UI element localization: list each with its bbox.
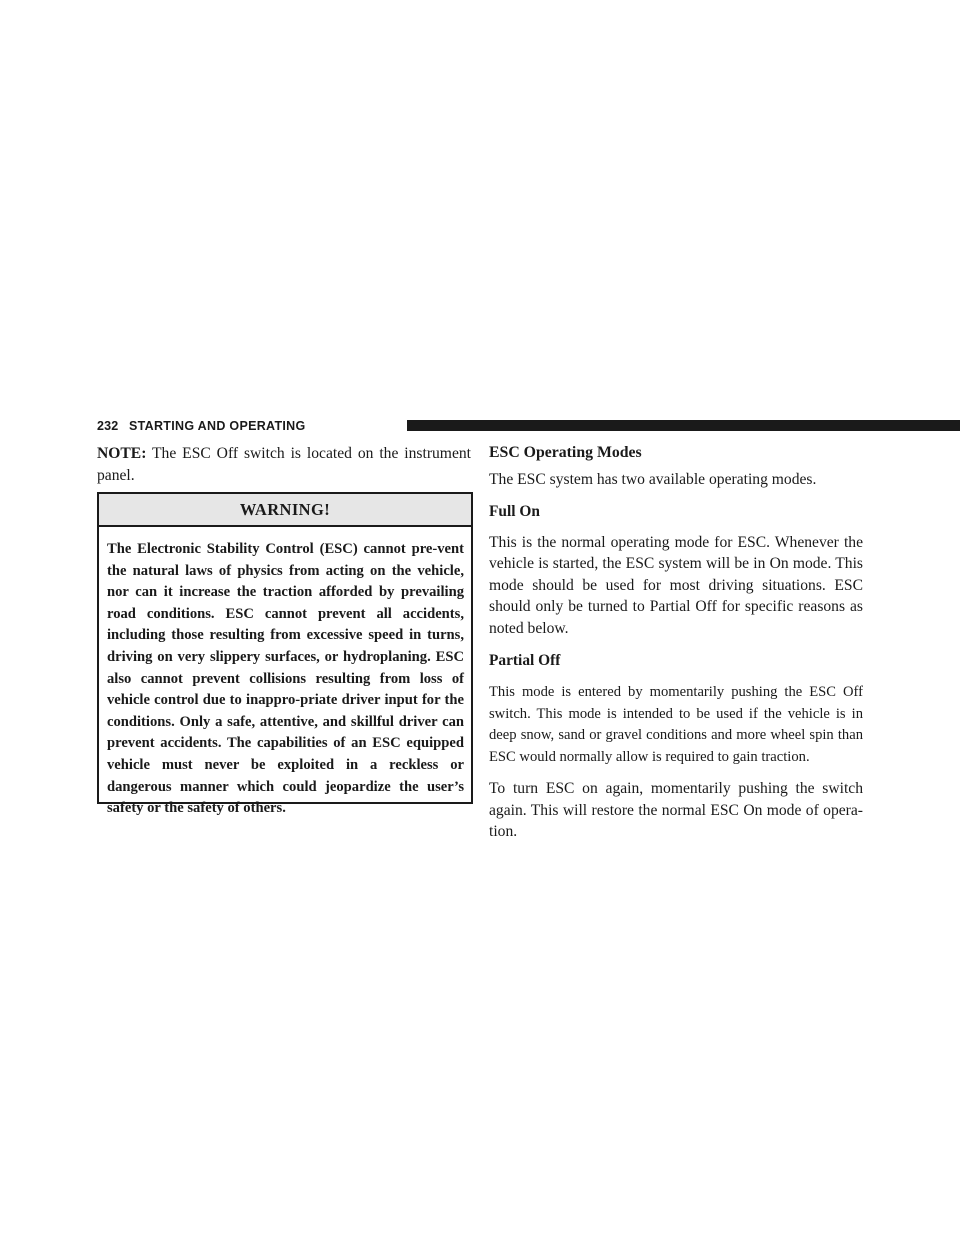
warning-box	[97, 492, 473, 817]
esc-modes-intro: The ESC system has two available operating modes.	[489, 471, 817, 488]
full-on-text: This is the normal operating mode for ESC. Whenever the vehicle is started, the ESC system will be in On mode. This mode should be used for most driving situations. ESC should only be turned to Partial Off for specific reasons as noted below.	[489, 533, 863, 637]
header-rule	[407, 420, 960, 431]
section-title: STARTING AND OPERATING	[129, 419, 306, 433]
partial-off-title: Partial Off	[489, 652, 561, 669]
warning-text: The Electronic Stability Control (ESC) cannot pre-vent the natural laws of physics from acting on the vehicle, nor can it increase the traction afforded by prevailing road conditions. ESC cannot prevent all accidents, including those resulting from excessive speed in turns, driving on very slippery surfaces, or hydroplaning. ESC also cannot prevent collisions resulting from loss of vehicle control due to inappro-priate driver input for the conditions. Only a safe, attentive, and skillful driver can prevent accidents. The capabilities of an ESC equipped vehicle must never be exploited in a reckless or dangerous manner which could jeopardize the user’s safety or the safety of others.	[107, 541, 464, 817]
full-on-title: Full On	[489, 502, 540, 520]
partial-off-text: This mode is entered by momentarily pushing the ESC Off switch. This mode is intended to be used if the vehicle is in deep snow, sand or gravel conditions and more wheel spin than ESC would normally allow is required to gain traction.	[489, 684, 863, 765]
note-text: The ESC Off switch is located on the instrument panel.	[97, 445, 471, 484]
esc-modes-heading: ESC Operating Modes	[489, 444, 642, 461]
note-label: NOTE:	[97, 445, 147, 462]
warning-title: WARNING!	[99, 494, 471, 527]
page-header	[97, 419, 863, 433]
note-paragraph	[97, 443, 471, 486]
left-column	[97, 443, 471, 486]
right-column	[489, 443, 863, 843]
turn-on-again-text: To turn ESC on again, momentarily pushing the switch again. This will restore the normal ESC On mode of opera-tion.	[489, 780, 863, 840]
page-number: 232	[97, 419, 119, 433]
